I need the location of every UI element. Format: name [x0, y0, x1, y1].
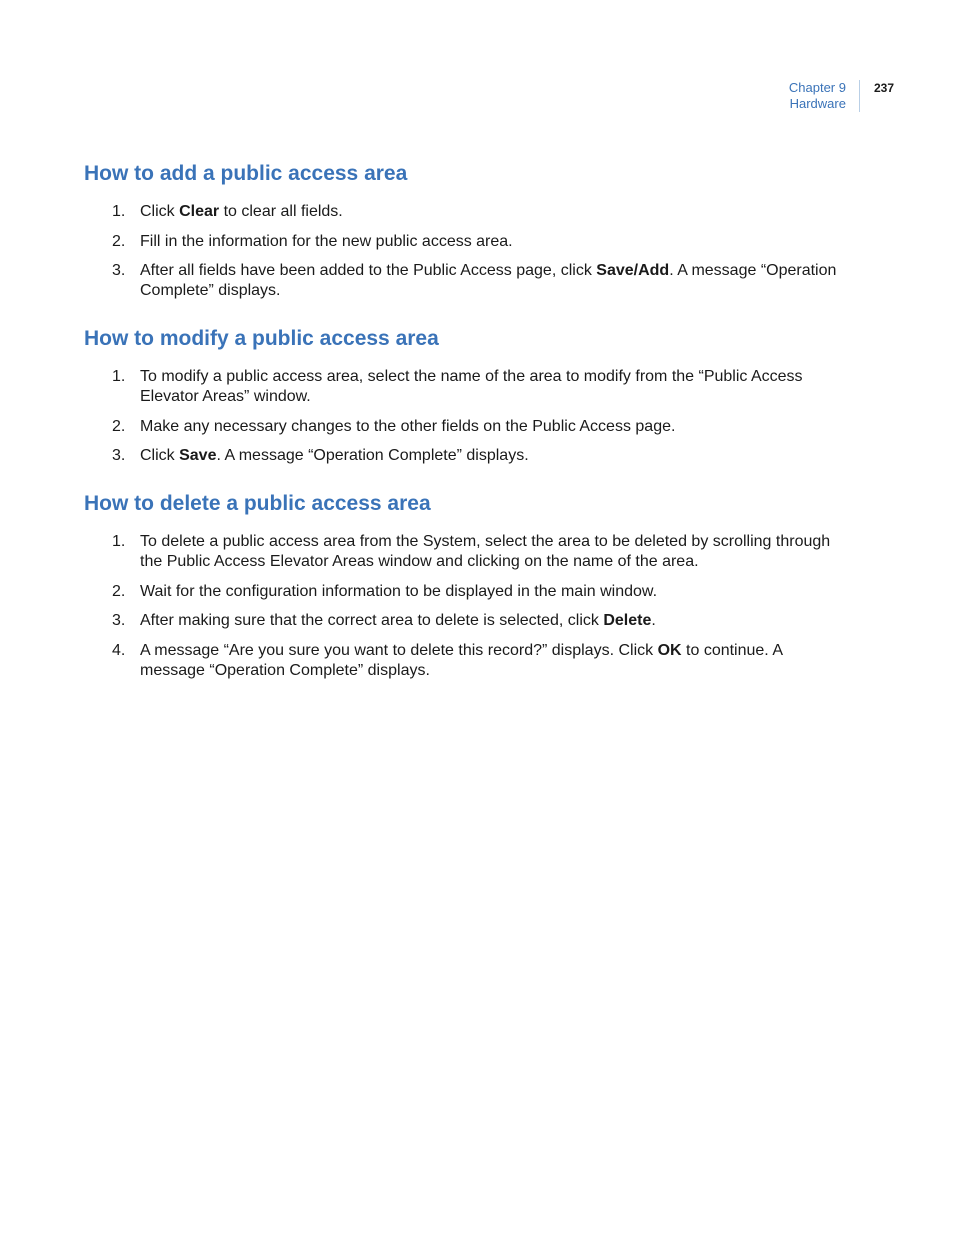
section-modify-public-access-area	[84, 323, 844, 466]
step-number: 2.	[112, 582, 126, 600]
page-number: 237	[873, 81, 894, 95]
step-text: Wait for the configuration information to be displayed in the main window.	[140, 582, 658, 600]
step-item	[84, 611, 844, 631]
step-number: 2.	[112, 232, 126, 250]
section-heading: How to modify a public access area	[84, 327, 439, 350]
step-item	[84, 446, 844, 466]
section-delete-public-access-area	[84, 488, 844, 681]
step-number: 2.	[112, 417, 126, 435]
step-text: Click Save. A message “Operation Complete” displays.	[140, 447, 529, 464]
step-text: Make any necessary changes to the other fields on the Public Access page.	[140, 417, 676, 435]
step-item	[84, 232, 844, 252]
step-item	[84, 202, 844, 222]
step-item	[84, 367, 844, 407]
chapter-label-block	[789, 80, 859, 112]
step-item	[84, 261, 844, 301]
step-number: 1.	[112, 368, 126, 385]
ui-term-clear: Clear	[179, 203, 220, 220]
section-heading: How to delete a public access area	[84, 492, 431, 515]
step-text: A message “Are you sure you want to delete this record?” displays. Click OK to continue. A message “Operation Complete” displays.	[140, 641, 783, 679]
ui-term-delete: Delete	[603, 612, 652, 629]
step-item	[84, 532, 844, 572]
step-text: To delete a public access area from the System, select the area to be deleted by scrolling through the Public Access Elevator Areas window and clicking on the name of the area.	[140, 533, 831, 570]
ui-term-save: Save	[179, 447, 217, 464]
running-header	[789, 80, 894, 112]
step-item	[84, 582, 844, 602]
section-add-public-access-area	[84, 158, 844, 301]
step-text: After making sure that the correct area to delete is selected, click Delete.	[140, 612, 656, 629]
step-number: 1.	[112, 203, 126, 220]
ui-term-save-add: Save/Add	[596, 262, 670, 279]
steps-list	[84, 367, 844, 466]
step-text: Fill in the information for the new public access area.	[140, 232, 513, 250]
step-number: 3.	[112, 262, 126, 279]
step-number: 1.	[112, 533, 126, 550]
step-number: 4.	[112, 641, 126, 659]
steps-list	[84, 202, 844, 301]
chapter-label: Chapter 9	[788, 80, 846, 95]
step-text: After all fields have been added to the Public Access page, click Save/Add. A message “Operation Complete” displays.	[140, 262, 837, 299]
steps-list	[84, 532, 844, 681]
step-item	[84, 641, 844, 681]
step-number: 3.	[112, 612, 126, 629]
section-heading: How to add a public access area	[84, 162, 408, 185]
step-text: To modify a public access area, select the name of the area to modify from the “Public Access Elevator Areas” window.	[140, 368, 803, 405]
document-body	[84, 158, 844, 703]
ui-term-ok: OK	[657, 641, 682, 659]
step-item	[84, 417, 844, 437]
step-text: Click Clear to clear all fields.	[140, 203, 343, 220]
section-label: Hardware	[789, 96, 846, 111]
step-number: 3.	[112, 447, 126, 464]
